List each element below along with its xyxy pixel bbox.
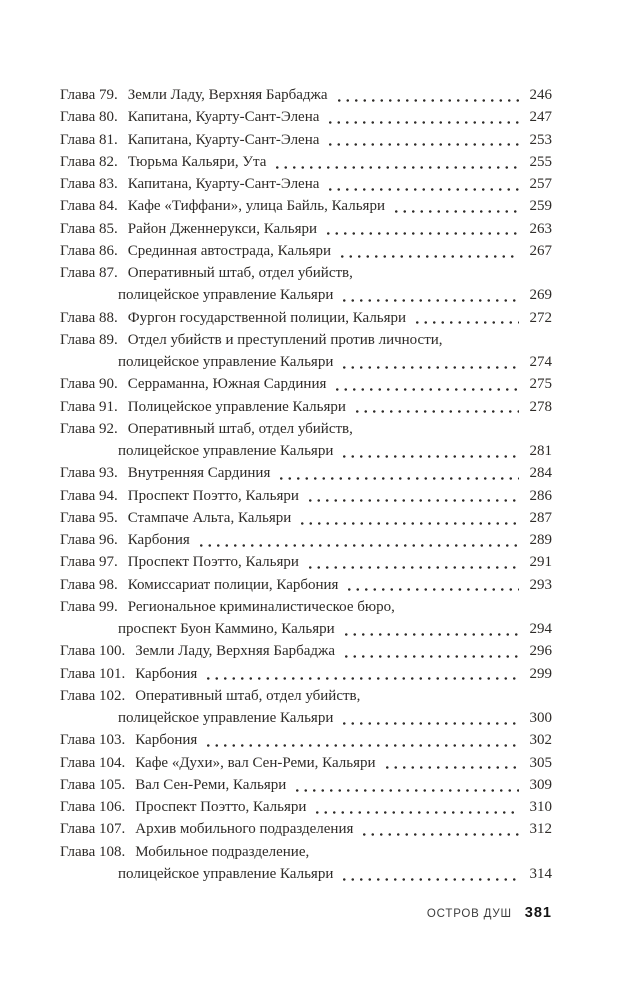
- chapter-title: Отдел убийств и преступлений против личности,: [127, 331, 443, 348]
- chapter-page-number: 253: [529, 131, 552, 148]
- dot-leader: [340, 722, 519, 725]
- chapter-title: Мобильное подразделение,: [135, 843, 310, 860]
- chapter-title: Комиссариат полиции, Карбония: [127, 576, 339, 593]
- chapter-label: Глава 89.: [60, 331, 118, 348]
- toc-entry: [60, 485, 552, 507]
- dot-leader: [298, 522, 519, 525]
- chapter-title: Земли Ладу, Верхняя Барбаджа: [135, 643, 336, 660]
- running-book-title: ОСТРОВ ДУШ: [426, 908, 512, 920]
- toc-entry-continuation: [60, 707, 552, 729]
- dot-leader: [353, 410, 519, 413]
- dot-leader: [342, 633, 519, 636]
- dot-leader: [340, 878, 519, 881]
- chapter-page-number: 275: [529, 376, 552, 393]
- chapter-page-number: 296: [529, 643, 552, 660]
- chapter-title: Оперативный штаб, отдел убийств,: [127, 420, 353, 437]
- toc-entry: [60, 173, 552, 195]
- toc-entry-continuation: [60, 863, 552, 885]
- dot-leader: [333, 388, 519, 391]
- chapter-title: Район Дженнерукси, Кальяри: [127, 220, 318, 237]
- chapter-title: Фургон государственной полиции, Кальяри: [127, 309, 407, 326]
- toc-entry: [60, 373, 552, 395]
- dot-leader: [204, 744, 519, 747]
- table-of-contents: [60, 84, 552, 885]
- chapter-title: Проспект Поэтто, Кальяри: [127, 554, 299, 571]
- dot-leader: [324, 232, 519, 235]
- chapter-label: Глава 98.: [60, 576, 118, 593]
- toc-entry: [60, 262, 552, 284]
- chapter-label: Глава 84.: [60, 198, 118, 215]
- toc-entry: [60, 507, 552, 529]
- toc-entry-continuation: [60, 618, 552, 640]
- toc-entry: [60, 596, 552, 618]
- dot-leader: [273, 166, 519, 169]
- dot-leader: [338, 255, 519, 258]
- toc-entry-continuation: [60, 284, 552, 306]
- chapter-title: Земли Ладу, Верхняя Барбаджа: [127, 87, 328, 103]
- chapter-label: Глава 103.: [60, 732, 126, 749]
- chapter-page-number: 305: [529, 754, 552, 771]
- page-footer: [427, 903, 552, 924]
- chapter-title: Капитана, Куарту-Сант-Элена: [127, 176, 320, 192]
- chapter-title: Тюрьма Кальяри, Ута: [127, 153, 267, 170]
- toc-entry: [60, 685, 552, 707]
- toc-entry: [60, 218, 552, 240]
- chapter-label: Глава 99.: [60, 598, 118, 615]
- chapter-label: Глава 82.: [60, 153, 118, 170]
- chapter-label: Глава 95.: [60, 509, 118, 526]
- chapter-label: Глава 106.: [60, 799, 126, 815]
- toc-entry: [60, 818, 552, 840]
- chapter-label: Глава 102.: [60, 687, 126, 704]
- chapter-label: Глава 93.: [60, 465, 118, 482]
- chapter-page-number: 246: [529, 87, 552, 103]
- chapter-label: Глава 100.: [60, 643, 126, 660]
- dot-leader: [313, 811, 519, 814]
- toc-entry: [60, 796, 552, 818]
- toc-entry: [60, 529, 552, 551]
- toc-entry: [60, 84, 552, 106]
- chapter-title: Проспект Поэтто, Кальяри: [127, 487, 299, 504]
- chapter-title: Кафе «Духи», вал Сен-Реми, Кальяри: [135, 754, 376, 771]
- toc-entry: [60, 752, 552, 774]
- toc-entry: [60, 106, 552, 128]
- chapter-title: Капитана, Куарту-Сант-Элена: [127, 109, 320, 126]
- chapter-title-continuation: полицейское управление Кальяри: [118, 354, 334, 370]
- chapter-title-continuation: полицейское управление Кальяри: [118, 287, 334, 304]
- toc-entry: [60, 329, 552, 351]
- chapter-page-number: 299: [529, 665, 552, 682]
- dot-leader: [413, 321, 519, 324]
- chapter-title: Внутренняя Сардиния: [127, 465, 271, 482]
- chapter-title: Проспект Поэтто, Кальяри: [135, 799, 307, 815]
- chapter-page-number: 309: [529, 776, 552, 793]
- chapter-page-number: 291: [529, 554, 552, 571]
- chapter-label: Глава 88.: [60, 309, 118, 326]
- chapter-page-number: 286: [529, 487, 552, 504]
- chapter-page-number: 294: [529, 621, 552, 637]
- chapter-label: Глава 80.: [60, 109, 118, 126]
- toc-entry: [60, 663, 552, 685]
- toc-entry: [60, 640, 552, 662]
- chapter-page-number: 312: [529, 821, 552, 838]
- dot-leader: [340, 299, 519, 302]
- dot-leader: [360, 833, 519, 836]
- chapter-page-number: 289: [529, 532, 552, 548]
- chapter-label: Глава 105.: [60, 776, 126, 793]
- toc-entry: [60, 418, 552, 440]
- toc-entry: [60, 729, 552, 751]
- folio-page-number: 381: [524, 905, 552, 921]
- chapter-label: Глава 87.: [60, 265, 118, 281]
- chapter-page-number: 272: [529, 309, 552, 326]
- toc-entry: [60, 462, 552, 484]
- dot-leader: [204, 677, 519, 680]
- chapter-page-number: 263: [529, 220, 552, 237]
- chapter-page-number: 293: [529, 576, 552, 593]
- dot-leader: [345, 588, 519, 591]
- chapter-label: Глава 104.: [60, 754, 126, 771]
- dot-leader: [383, 766, 519, 769]
- chapter-label: Глава 91.: [60, 398, 118, 415]
- dot-leader: [306, 499, 519, 502]
- chapter-page-number: 302: [529, 732, 552, 749]
- chapter-label: Глава 97.: [60, 554, 118, 571]
- dot-leader: [277, 477, 519, 480]
- chapter-label: Глава 86.: [60, 242, 118, 259]
- toc-entry-continuation: [60, 351, 552, 373]
- chapter-title-continuation: проспект Буон Каммино, Кальяри: [118, 621, 335, 637]
- dot-leader: [342, 655, 519, 658]
- dot-leader: [340, 455, 519, 458]
- chapter-page-number: 259: [529, 198, 552, 215]
- chapter-title-continuation: полицейское управление Кальяри: [118, 710, 334, 726]
- chapter-page-number: 281: [529, 443, 552, 459]
- toc-entry-continuation: [60, 440, 552, 462]
- chapter-label: Глава 92.: [60, 420, 118, 437]
- dot-leader: [326, 188, 519, 191]
- chapter-label: Глава 107.: [60, 821, 126, 838]
- chapter-title: Оперативный штаб, отдел убийств,: [127, 265, 353, 281]
- dot-leader: [392, 210, 519, 213]
- dot-leader: [335, 99, 519, 102]
- toc-entry: [60, 841, 552, 863]
- toc-entry: [60, 129, 552, 151]
- chapter-title-continuation: полицейское управление Кальяри: [118, 443, 334, 459]
- chapter-label: Глава 81.: [60, 131, 118, 148]
- chapter-title: Срединная автострада, Кальяри: [127, 242, 332, 259]
- chapter-title: Стампаче Альта, Кальяри: [127, 509, 292, 526]
- chapter-label: Глава 94.: [60, 487, 118, 504]
- chapter-page-number: 314: [529, 865, 552, 882]
- chapter-label: Глава 85.: [60, 220, 118, 237]
- chapter-label: Глава 108.: [60, 843, 126, 860]
- chapter-title: Капитана, Куарту-Сант-Элена: [127, 131, 320, 148]
- chapter-title: Кафе «Тиффани», улица Байль, Кальяри: [127, 198, 385, 215]
- chapter-page-number: 310: [529, 799, 552, 815]
- chapter-title: Оперативный штаб, отдел убийств,: [135, 687, 361, 704]
- chapter-label: Глава 90.: [60, 376, 118, 393]
- chapter-title: Архив мобильного подразделения: [135, 821, 354, 838]
- chapter-label: Глава 96.: [60, 532, 118, 548]
- chapter-page-number: 284: [529, 465, 552, 482]
- chapter-title: Серраманна, Южная Сардиния: [127, 376, 327, 393]
- chapter-title: Региональное криминалистическое бюро,: [127, 598, 395, 615]
- chapter-title: Полицейское управление Кальяри: [127, 398, 346, 415]
- toc-entry: [60, 396, 552, 418]
- chapter-title: Карбония: [135, 665, 198, 682]
- chapter-page-number: 267: [529, 242, 552, 259]
- dot-leader: [326, 121, 519, 124]
- dot-leader: [306, 566, 519, 569]
- chapter-page-number: 255: [529, 153, 552, 170]
- toc-entry: [60, 195, 552, 217]
- chapter-label: Глава 79.: [60, 87, 118, 103]
- toc-entry: [60, 574, 552, 596]
- dot-leader: [340, 366, 519, 369]
- toc-entry: [60, 240, 552, 262]
- chapter-page-number: 300: [529, 710, 552, 726]
- chapter-page-number: 257: [529, 176, 552, 192]
- chapter-title: Вал Сен-Реми, Кальяри: [135, 776, 287, 793]
- dot-leader: [197, 544, 519, 547]
- chapter-page-number: 287: [529, 509, 552, 526]
- chapter-label: Глава 101.: [60, 665, 126, 682]
- chapter-title-continuation: полицейское управление Кальяри: [118, 865, 334, 882]
- toc-entry: [60, 151, 552, 173]
- toc-entry: [60, 774, 552, 796]
- toc-entry: [60, 307, 552, 329]
- chapter-label: Глава 83.: [60, 176, 118, 192]
- toc-entry: [60, 551, 552, 573]
- dot-leader: [326, 143, 519, 146]
- chapter-title: Карбония: [135, 732, 198, 749]
- chapter-page-number: 247: [529, 109, 552, 126]
- dot-leader: [293, 789, 519, 792]
- chapter-page-number: 274: [529, 354, 552, 370]
- chapter-page-number: 278: [529, 398, 552, 415]
- chapter-page-number: 269: [529, 287, 552, 304]
- chapter-title: Карбония: [127, 532, 190, 548]
